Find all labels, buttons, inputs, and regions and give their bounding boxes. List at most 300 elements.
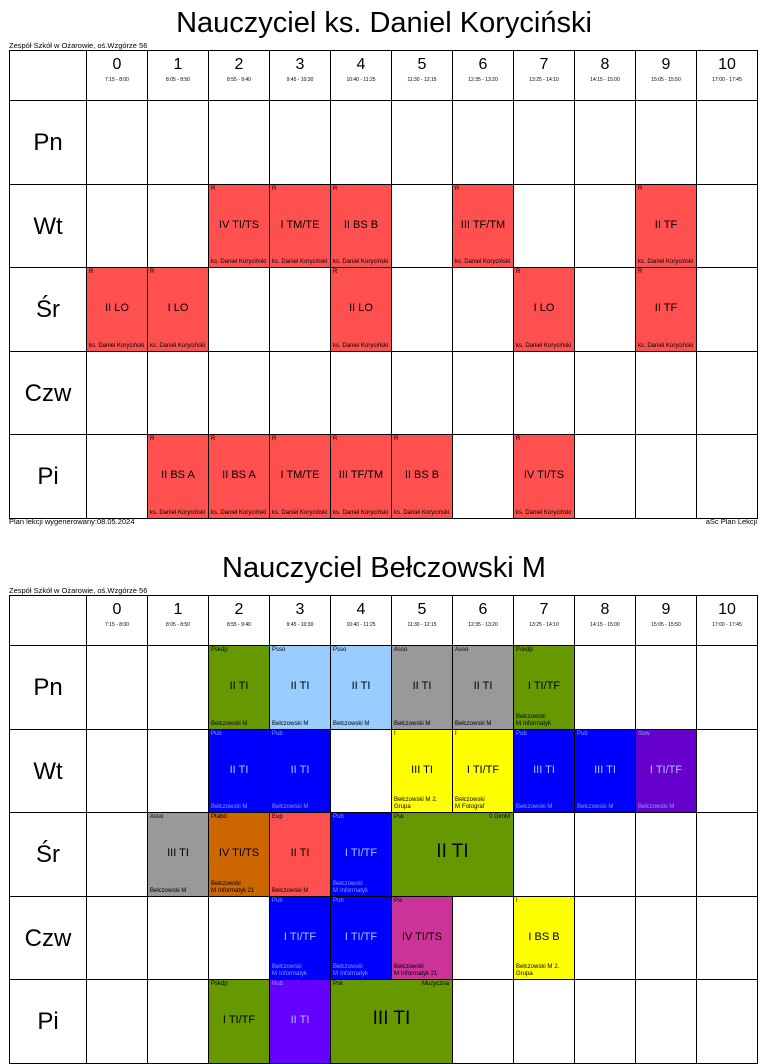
lesson-subject: R xyxy=(272,436,277,443)
day-header xyxy=(10,813,87,897)
period-time: 8:05 - 8:50 xyxy=(166,622,190,628)
day-label: Pi xyxy=(37,1008,59,1036)
empty-slot xyxy=(453,101,514,185)
lesson-subject: Pskdp xyxy=(211,981,228,988)
lesson-subject: Asso xyxy=(394,647,408,653)
period-header xyxy=(148,596,209,646)
period-number: 2 xyxy=(234,601,244,618)
period-time: 15:05 - 15:50 xyxy=(651,622,681,628)
lesson-class: I LO xyxy=(533,302,555,315)
empty-slot xyxy=(392,352,453,436)
corner-cell xyxy=(10,596,87,646)
lesson-card[interactable] xyxy=(636,730,697,814)
lesson-card[interactable] xyxy=(270,980,331,1064)
lesson-teacher-name: Bełczowski M xyxy=(516,713,546,727)
lesson-card[interactable] xyxy=(575,730,636,814)
lesson-class: II TI xyxy=(229,763,249,776)
lesson-subject: Pub xyxy=(577,730,588,737)
day-label: Pn xyxy=(33,129,63,156)
empty-slot xyxy=(575,980,636,1064)
period-header xyxy=(697,51,758,101)
period-number: 1 xyxy=(173,601,183,618)
empty-slot xyxy=(209,897,270,981)
period-time: 12:35 - 13:20 xyxy=(468,77,498,83)
lesson-subject: Pub xyxy=(333,814,344,821)
period-time: 14:15 - 15:00 xyxy=(590,77,620,83)
lesson-room: Informatyk xyxy=(279,971,308,978)
period-time: 7:15 - 8:00 xyxy=(105,77,129,83)
lesson-card[interactable] xyxy=(453,185,514,269)
lesson-teacher: ks. Daniel Koryciński xyxy=(89,342,145,349)
day-header xyxy=(10,352,87,436)
lesson-class: I TM/TE xyxy=(280,218,320,231)
lesson-card[interactable] xyxy=(270,730,331,814)
period-time: 13:25 - 14:10 xyxy=(529,622,559,628)
lesson-subject: R xyxy=(150,436,155,443)
lesson-teacher: ks. Daniel Koryciński xyxy=(638,259,694,266)
lesson-class: I TI/TF xyxy=(344,847,378,860)
lesson-subject: Pub xyxy=(211,730,222,737)
lesson-room: Muzyczna xyxy=(421,981,449,988)
day-label: Wt xyxy=(33,212,63,240)
lesson-class: III TI xyxy=(594,763,616,776)
lesson-class: I TI/TF xyxy=(344,930,378,943)
period-time: 8:05 - 8:50 xyxy=(166,77,190,83)
empty-slot xyxy=(392,268,453,352)
empty-slot xyxy=(575,435,636,519)
day-header xyxy=(10,185,87,269)
lesson-subject: Asso xyxy=(150,814,164,821)
lesson-class: III TI xyxy=(372,1008,411,1030)
lesson-teacher: Bełczowski M xyxy=(394,720,431,727)
lesson-teacher: ks. Daniel Koryciński xyxy=(516,509,572,516)
period-number: 10 xyxy=(718,601,736,618)
lesson-card[interactable] xyxy=(514,897,575,981)
lesson-card[interactable] xyxy=(209,646,270,730)
period-header xyxy=(636,596,697,646)
lesson-card[interactable] xyxy=(148,268,209,352)
lesson-class: II LO xyxy=(105,302,129,315)
empty-slot xyxy=(270,268,331,352)
timetable-title: Nauczyciel ks. Daniel Koryciński xyxy=(176,7,592,39)
empty-slot xyxy=(697,435,758,519)
lesson-subject: Pub xyxy=(333,897,344,904)
lesson-card[interactable] xyxy=(636,268,697,352)
lesson-room: Fotograf xyxy=(462,804,485,811)
empty-slot xyxy=(636,813,697,897)
lesson-teacher: ks. Daniel Koryciński xyxy=(211,259,267,266)
lesson-class: I TI/TF xyxy=(283,930,317,943)
lesson-subject: R xyxy=(455,185,460,192)
period-number: 4 xyxy=(356,56,366,73)
lesson-subject: R xyxy=(272,185,277,192)
empty-slot xyxy=(514,185,575,269)
lesson-class: I LO xyxy=(167,302,189,315)
lesson-teacher: Bełczowski M xyxy=(333,720,370,727)
period-time: 10:40 - 11:25 xyxy=(346,622,376,628)
empty-slot xyxy=(87,897,148,981)
empty-slot xyxy=(697,730,758,814)
lesson-room: 2. Grupa xyxy=(516,964,560,978)
lesson-card[interactable] xyxy=(514,646,575,730)
empty-slot xyxy=(87,730,148,814)
empty-slot xyxy=(697,268,758,352)
empty-slot xyxy=(87,352,148,436)
lesson-class: III TF/TM xyxy=(460,218,506,231)
lesson-teacher: ks. Daniel Koryciński xyxy=(211,509,267,516)
lesson-teacher: Bełczowski M xyxy=(272,804,309,811)
lesson-card[interactable] xyxy=(331,897,392,981)
day-label: Pi xyxy=(37,463,59,491)
day-header xyxy=(10,435,87,519)
period-header xyxy=(148,51,209,101)
lesson-card[interactable] xyxy=(209,980,270,1064)
lesson-teacher: Bełczowski M xyxy=(272,720,309,727)
lesson-class: IV TI/TS xyxy=(218,218,260,231)
lesson-card[interactable] xyxy=(453,730,514,814)
period-time: 14:15 - 15:00 xyxy=(590,622,620,628)
period-number: 0 xyxy=(112,56,122,73)
period-time: 7:15 - 8:00 xyxy=(105,622,129,628)
period-number: 7 xyxy=(539,601,549,618)
day-header xyxy=(10,730,87,814)
lesson-teacher xyxy=(516,714,573,728)
empty-slot xyxy=(87,646,148,730)
empty-slot xyxy=(209,352,270,436)
lesson-room: 0 GimM xyxy=(489,814,510,821)
period-number: 10 xyxy=(718,56,736,73)
empty-slot xyxy=(87,185,148,269)
lesson-teacher: ks. Daniel Koryciński xyxy=(394,509,450,516)
lesson-card[interactable] xyxy=(270,435,331,519)
school-name: Zespół Szkół w Ożarowie, oś.Wzgórze 56 xyxy=(9,41,148,50)
period-header xyxy=(392,596,453,646)
lesson-class: III TI xyxy=(167,847,189,860)
lesson-teacher: ks. Daniel Koryciński xyxy=(516,342,572,349)
lesson-teacher: Bełczowski M xyxy=(638,804,675,811)
lesson-teacher: ks. Daniel Koryciński xyxy=(333,342,389,349)
lesson-subject: I xyxy=(394,730,396,737)
lesson-teacher: ks. Daniel Koryciński xyxy=(455,259,511,266)
lesson-class: IV TI/TS xyxy=(218,847,260,860)
period-number: 0 xyxy=(112,601,122,618)
period-number: 6 xyxy=(478,601,488,618)
lesson-teacher: Bełczowski M xyxy=(150,887,187,894)
lesson-card[interactable] xyxy=(270,646,331,730)
empty-slot xyxy=(148,185,209,269)
lesson-subject: I xyxy=(455,730,457,737)
empty-slot xyxy=(575,813,636,897)
period-header xyxy=(575,596,636,646)
lesson-teacher: ks. Daniel Koryciński xyxy=(272,509,328,516)
lesson-class: I BS B xyxy=(528,930,560,943)
lesson-teacher-name: Bełczowski M xyxy=(455,797,485,811)
period-time: 11:30 - 12:15 xyxy=(407,77,437,83)
empty-slot xyxy=(636,352,697,436)
period-time: 17:00 - 17:45 xyxy=(712,622,742,628)
lesson-subject: Pskdp xyxy=(211,647,228,653)
empty-slot xyxy=(148,646,209,730)
period-number: 5 xyxy=(417,601,427,618)
lesson-subject: Sow xyxy=(638,730,650,737)
period-number: 1 xyxy=(173,56,183,73)
lesson-teacher xyxy=(394,797,451,811)
app-credit: aSc Plan Lekcji xyxy=(705,517,757,526)
lesson-teacher: ks. Daniel Koryciński xyxy=(150,342,206,349)
lesson-class: II BS B xyxy=(404,469,440,482)
period-header xyxy=(697,596,758,646)
lesson-teacher: ks. Daniel Koryciński xyxy=(333,259,389,266)
period-number: 2 xyxy=(234,56,244,73)
lesson-room: Informatyk xyxy=(523,720,552,727)
period-time: 10:40 - 11:25 xyxy=(346,77,376,83)
period-header xyxy=(87,596,148,646)
empty-slot xyxy=(697,352,758,436)
day-header xyxy=(10,646,87,730)
empty-slot xyxy=(270,352,331,436)
lesson-teacher: Bełczowski M xyxy=(577,804,614,811)
lesson-card[interactable] xyxy=(209,435,270,519)
empty-slot xyxy=(392,185,453,269)
empty-slot xyxy=(514,813,575,897)
lesson-subject: R xyxy=(333,436,338,443)
lesson-card[interactable] xyxy=(392,813,514,897)
lesson-teacher xyxy=(394,964,451,978)
lesson-teacher xyxy=(455,797,512,811)
empty-slot xyxy=(453,897,514,981)
lesson-card[interactable] xyxy=(209,730,270,814)
lesson-class: II LO xyxy=(349,302,373,315)
empty-slot xyxy=(87,980,148,1064)
period-number: 8 xyxy=(600,601,610,618)
period-time: 11:30 - 12:15 xyxy=(407,622,437,628)
lesson-teacher-name: Bełczowski M xyxy=(333,964,363,978)
empty-slot xyxy=(87,101,148,185)
empty-slot xyxy=(453,980,514,1064)
lesson-card[interactable] xyxy=(209,185,270,269)
period-header xyxy=(270,51,331,101)
lesson-card[interactable] xyxy=(392,646,453,730)
lesson-subject: Ptabd xyxy=(211,814,227,821)
school-name: Zespół Szkół w Ożarowie, oś.Wzgórze 56 xyxy=(9,586,148,595)
day-label: Czw xyxy=(24,379,72,407)
lesson-teacher: Bełczowski M xyxy=(211,720,248,727)
period-header xyxy=(270,596,331,646)
lesson-card[interactable] xyxy=(270,897,331,981)
lesson-subject: R xyxy=(150,269,155,276)
period-header xyxy=(209,596,270,646)
lesson-room: Informatyk xyxy=(340,887,369,894)
empty-slot xyxy=(209,268,270,352)
lesson-card[interactable] xyxy=(87,268,148,352)
lesson-class: II BS A xyxy=(222,469,256,482)
lesson-teacher: ks. Daniel Koryciński xyxy=(272,259,328,266)
period-header xyxy=(453,51,514,101)
empty-slot xyxy=(87,435,148,519)
period-time: 17:00 - 17:45 xyxy=(712,77,742,83)
lesson-room: Informatyk 21 xyxy=(218,887,255,894)
lesson-card[interactable] xyxy=(209,813,270,897)
lesson-teacher: ks. Daniel Koryciński xyxy=(638,342,694,349)
period-number: 4 xyxy=(356,601,366,618)
day-label: Wt xyxy=(33,757,63,785)
lesson-card[interactable] xyxy=(270,813,331,897)
empty-slot xyxy=(270,101,331,185)
period-header xyxy=(331,596,392,646)
lesson-card[interactable] xyxy=(636,185,697,269)
period-header xyxy=(575,51,636,101)
period-number: 3 xyxy=(295,601,305,618)
lesson-subject: R xyxy=(638,269,643,276)
lesson-card[interactable] xyxy=(453,646,514,730)
lesson-subject: Asso xyxy=(455,647,469,653)
empty-slot xyxy=(697,101,758,185)
empty-slot xyxy=(331,352,392,436)
timetable-title: Nauczyciel Bełczowski M xyxy=(222,552,546,584)
period-header xyxy=(636,51,697,101)
empty-slot xyxy=(636,646,697,730)
lesson-teacher: Bełczowski M xyxy=(455,720,492,727)
lesson-card[interactable] xyxy=(392,435,453,519)
lesson-card[interactable] xyxy=(331,435,392,519)
empty-slot xyxy=(392,101,453,185)
day-label: Śr xyxy=(36,841,60,869)
lesson-card[interactable] xyxy=(331,185,392,269)
corner-cell xyxy=(10,51,87,101)
lesson-subject: R xyxy=(333,185,338,192)
lesson-subject: Nub xyxy=(272,981,284,988)
period-time: 13:25 - 14:10 xyxy=(529,77,559,83)
lesson-teacher-name: Bełczowski M xyxy=(394,964,424,978)
empty-slot xyxy=(575,897,636,981)
lesson-card[interactable] xyxy=(148,813,209,897)
lesson-subject: R xyxy=(333,269,338,276)
period-time: 8:55 - 9:40 xyxy=(227,622,251,628)
lesson-teacher-name: Bełczowski M xyxy=(333,880,363,894)
empty-slot xyxy=(575,646,636,730)
lesson-subject: Pub xyxy=(516,730,527,737)
lesson-card[interactable] xyxy=(331,646,392,730)
lesson-subject: R xyxy=(516,436,521,443)
lesson-card[interactable] xyxy=(331,268,392,352)
lesson-card[interactable] xyxy=(148,435,209,519)
lesson-card[interactable] xyxy=(331,980,453,1064)
period-header xyxy=(209,51,270,101)
period-header xyxy=(87,51,148,101)
period-number: 7 xyxy=(539,56,549,73)
lesson-teacher: Bełczowski M xyxy=(516,804,553,811)
period-time: 9:45 - 10:30 xyxy=(286,622,314,628)
empty-slot xyxy=(575,352,636,436)
empty-slot xyxy=(453,435,514,519)
empty-slot xyxy=(331,101,392,185)
empty-slot xyxy=(148,980,209,1064)
lesson-class: II TI xyxy=(351,680,371,692)
empty-slot xyxy=(331,730,392,814)
lesson-class: II TI xyxy=(290,763,310,776)
lesson-subject: Psso xyxy=(333,647,347,653)
empty-slot xyxy=(148,101,209,185)
lesson-subject: Psk xyxy=(394,814,405,821)
empty-slot xyxy=(148,352,209,436)
lesson-teacher-name: Bełczowski M xyxy=(211,880,241,894)
lesson-class: III TI xyxy=(411,763,433,776)
empty-slot xyxy=(697,646,758,730)
lesson-card[interactable] xyxy=(514,435,575,519)
period-time: 9:45 - 10:30 xyxy=(286,77,314,83)
period-number: 8 xyxy=(600,56,610,73)
empty-slot xyxy=(87,813,148,897)
period-time: 8:55 - 9:40 xyxy=(227,77,251,83)
lesson-subject: I xyxy=(516,897,518,904)
lesson-teacher: Bełczowski M xyxy=(211,804,248,811)
lesson-subject: R xyxy=(211,185,216,192)
lesson-subject: Pskdp xyxy=(516,647,533,653)
generated-date: Plan lekcji wygenerowany:08.05.2024 xyxy=(9,517,135,526)
lesson-card[interactable] xyxy=(392,730,453,814)
lesson-class: II TI xyxy=(290,1014,310,1027)
lesson-teacher: ks. Daniel Koryciński xyxy=(150,509,206,516)
empty-slot xyxy=(453,352,514,436)
period-time: 12:35 - 13:20 xyxy=(468,622,498,628)
lesson-room: Informatyk 21 xyxy=(401,971,438,978)
empty-slot xyxy=(453,268,514,352)
empty-slot xyxy=(697,897,758,981)
lesson-card[interactable] xyxy=(331,813,392,897)
period-header xyxy=(514,51,575,101)
period-header xyxy=(331,51,392,101)
lesson-teacher xyxy=(333,881,390,895)
lesson-subject: Psso xyxy=(272,647,286,653)
period-header xyxy=(514,596,575,646)
lesson-card[interactable] xyxy=(514,268,575,352)
empty-slot xyxy=(575,268,636,352)
lesson-class: I TI/TF xyxy=(466,763,500,776)
day-label: Pn xyxy=(33,674,63,701)
lesson-class: II TI xyxy=(412,680,432,692)
timetable-grid xyxy=(9,595,758,1064)
lesson-room: 2. Grupa xyxy=(394,797,438,811)
lesson-card[interactable] xyxy=(270,185,331,269)
lesson-teacher xyxy=(211,881,268,895)
empty-slot xyxy=(697,185,758,269)
period-number: 5 xyxy=(417,56,427,73)
lesson-class: II TI xyxy=(473,680,493,692)
period-number: 9 xyxy=(661,56,671,73)
empty-slot xyxy=(148,730,209,814)
lesson-class: II TI xyxy=(290,847,310,860)
lesson-teacher-name: Bełczowski M xyxy=(272,964,302,978)
empty-slot xyxy=(575,185,636,269)
lesson-class: II TF xyxy=(654,218,678,231)
empty-slot xyxy=(636,435,697,519)
lesson-class: II BS B xyxy=(343,218,379,231)
day-header xyxy=(10,980,87,1064)
lesson-teacher: Bełczowski M xyxy=(272,887,309,894)
lesson-card[interactable] xyxy=(514,730,575,814)
day-header xyxy=(10,101,87,185)
lesson-class: III TI xyxy=(533,763,555,776)
lesson-subject: R xyxy=(211,436,216,443)
lesson-subject: Pub xyxy=(272,730,283,737)
lesson-class: II BS A xyxy=(161,469,195,482)
lesson-card[interactable] xyxy=(392,897,453,981)
day-header xyxy=(10,268,87,352)
lesson-subject: Pub xyxy=(272,897,283,904)
lesson-class: II TI xyxy=(229,680,249,692)
lesson-class: IV TI/TS xyxy=(401,930,443,943)
lesson-subject: R xyxy=(394,436,399,443)
